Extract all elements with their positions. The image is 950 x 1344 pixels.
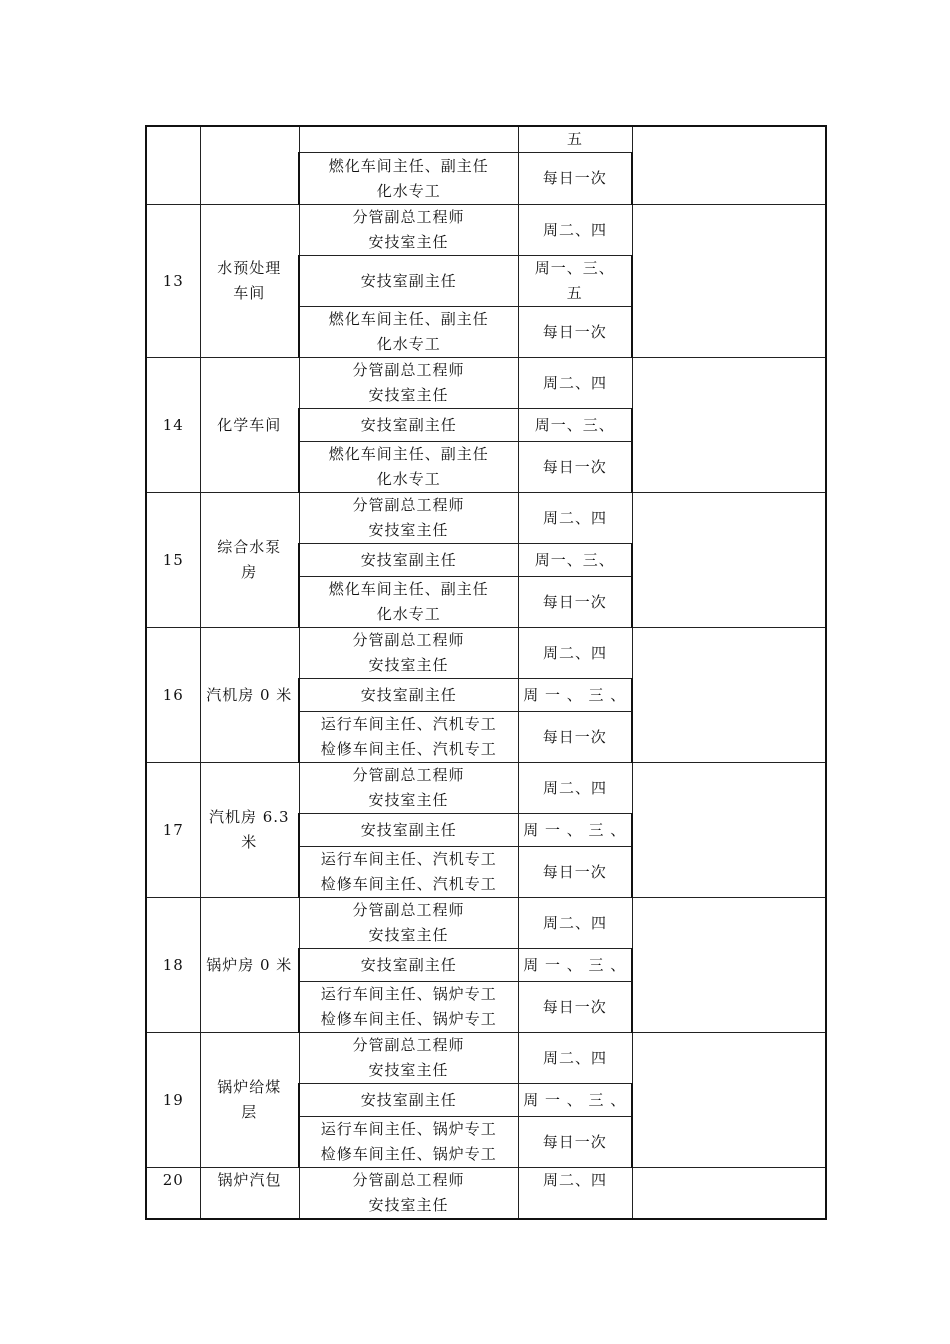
row-number-cell [146, 126, 200, 205]
frequency-cell: 周一、三、 [518, 544, 632, 577]
inspector-cell: 分管副总工程师 安技室主任 [299, 1033, 518, 1084]
inspector-cell [299, 126, 518, 153]
area-cell: 汽机房 0 米 [200, 628, 299, 763]
frequency-cell: 每日一次 [518, 442, 632, 493]
inspector-cell: 分管副总工程师 安技室主任 [299, 763, 518, 814]
frequency-cell: 每日一次 [518, 712, 632, 763]
inspector-cell: 燃化车间主任、副主任 化水专工 [299, 307, 518, 358]
inspector-cell: 安技室副主任 [299, 256, 518, 307]
remarks-cell [632, 763, 826, 898]
area-cell: 化学车间 [200, 358, 299, 493]
frequency-cell: 每日一次 [518, 307, 632, 358]
remarks-cell [632, 126, 826, 205]
table-row [146, 1033, 826, 1084]
row-number-cell: 19 [146, 1033, 200, 1168]
inspector-cell: 燃化车间主任、副主任 化水专工 [299, 153, 518, 205]
frequency-cell: 每日一次 [518, 577, 632, 628]
frequency-cell: 周 一 、 三 、 [518, 679, 632, 712]
remarks-cell [632, 493, 826, 628]
frequency-cell: 五 [518, 126, 632, 153]
remarks-cell [632, 358, 826, 493]
frequency-cell: 周二、四 [518, 1033, 632, 1084]
frequency-cell: 周二、四 [518, 628, 632, 679]
frequency-cell: 周一、三、 五 [518, 256, 632, 307]
table-row [146, 898, 826, 949]
inspector-cell: 安技室副主任 [299, 1084, 518, 1117]
frequency-cell: 周二、四 [518, 763, 632, 814]
inspector-cell: 安技室副主任 [299, 409, 518, 442]
frequency-cell: 每日一次 [518, 982, 632, 1033]
frequency-cell: 每日一次 [518, 847, 632, 898]
remarks-cell [632, 898, 826, 1033]
area-cell: 锅炉给煤 层 [200, 1033, 299, 1168]
row-number-cell: 16 [146, 628, 200, 763]
area-cell: 锅炉汽包 [200, 1168, 299, 1220]
table-row [146, 205, 826, 256]
row-number-cell: 13 [146, 205, 200, 358]
area-cell [200, 126, 299, 205]
inspector-cell: 运行车间主任、锅炉专工 检修车间主任、锅炉专工 [299, 982, 518, 1033]
row-number-cell: 20 [146, 1168, 200, 1220]
row-number-cell: 18 [146, 898, 200, 1033]
inspector-cell: 分管副总工程师 安技室主任 [299, 358, 518, 409]
table-body [146, 126, 826, 1219]
remarks-cell [632, 628, 826, 763]
row-number-cell: 17 [146, 763, 200, 898]
inspector-cell: 燃化车间主任、副主任 化水专工 [299, 442, 518, 493]
frequency-cell: 周二、四 [518, 898, 632, 949]
area-cell: 综合水泵 房 [200, 493, 299, 628]
row-number-cell: 15 [146, 493, 200, 628]
frequency-cell: 周二、四 [518, 493, 632, 544]
inspector-cell: 运行车间主任、汽机专工 检修车间主任、汽机专工 [299, 847, 518, 898]
inspector-cell: 安技室副主任 [299, 679, 518, 712]
inspector-cell: 运行车间主任、汽机专工 检修车间主任、汽机专工 [299, 712, 518, 763]
table-row [146, 126, 826, 153]
frequency-cell: 周二、四 [518, 1168, 632, 1220]
inspector-cell: 安技室副主任 [299, 814, 518, 847]
remarks-cell [632, 205, 826, 358]
table-row [146, 1168, 826, 1220]
remarks-cell [632, 1033, 826, 1168]
inspector-cell: 燃化车间主任、副主任 化水专工 [299, 577, 518, 628]
area-cell: 锅炉房 0 米 [200, 898, 299, 1033]
remarks-cell [632, 1168, 826, 1220]
table-row [146, 358, 826, 409]
area-cell: 水预处理 车间 [200, 205, 299, 358]
frequency-cell: 周 一 、 三 、 [518, 814, 632, 847]
frequency-cell: 每日一次 [518, 153, 632, 205]
table-row [146, 628, 826, 679]
inspector-cell: 安技室副主任 [299, 949, 518, 982]
row-number-cell: 14 [146, 358, 200, 493]
table-row [146, 763, 826, 814]
table-row [146, 493, 826, 544]
frequency-cell: 周 一 、 三 、 [518, 949, 632, 982]
frequency-cell: 周一、三、 [518, 409, 632, 442]
inspector-cell: 运行车间主任、锅炉专工 检修车间主任、锅炉专工 [299, 1117, 518, 1168]
inspector-cell: 安技室副主任 [299, 544, 518, 577]
frequency-cell: 每日一次 [518, 1117, 632, 1168]
inspection-schedule-table [145, 125, 827, 1220]
frequency-cell: 周 一 、 三 、 [518, 1084, 632, 1117]
frequency-cell: 周二、四 [518, 358, 632, 409]
inspector-cell: 分管副总工程师 安技室主任 [299, 493, 518, 544]
area-cell: 汽机房 6.3 米 [200, 763, 299, 898]
inspector-cell: 分管副总工程师 安技室主任 [299, 628, 518, 679]
inspector-cell: 分管副总工程师 安技室主任 [299, 898, 518, 949]
inspector-cell: 分管副总工程师 安技室主任 [299, 1168, 518, 1220]
inspector-cell: 分管副总工程师 安技室主任 [299, 205, 518, 256]
frequency-cell: 周二、四 [518, 205, 632, 256]
